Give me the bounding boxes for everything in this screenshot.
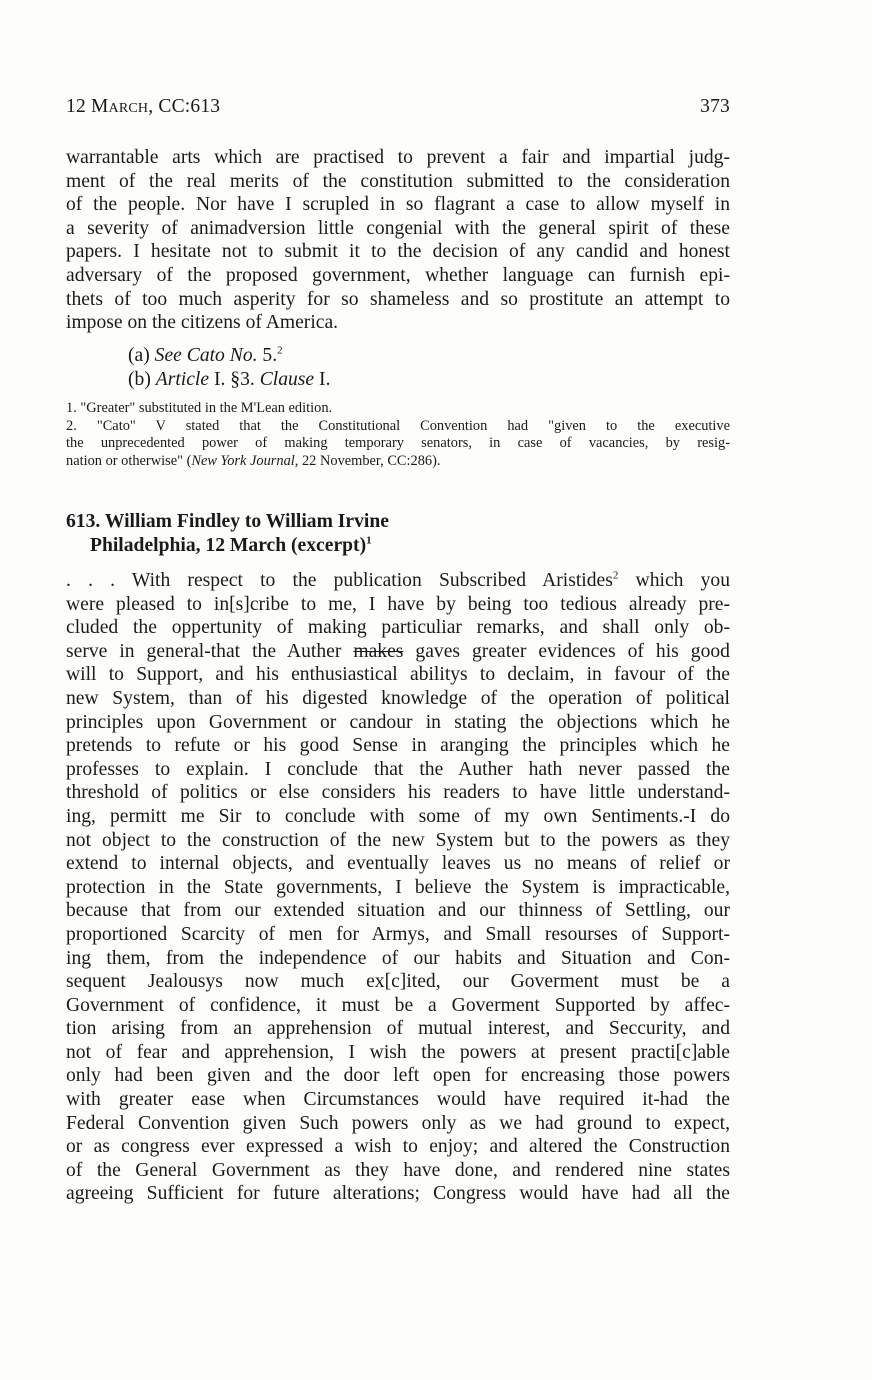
footnote-italic: New York Journal,: [191, 452, 299, 469]
heading-subtitle: [66, 534, 389, 558]
footnote-text: nation or otherwise" (: [66, 452, 192, 469]
text-line: not object to the construction of the new System but to the powers as they: [66, 829, 730, 851]
text-line: because that from our extended situation and our thinness of Settling, our: [66, 900, 730, 922]
continuation-paragraph: [66, 146, 730, 335]
text-line: impose on the citizens of America.: [66, 312, 339, 334]
text-line: threshold of politics or else considers his readers to have little understand-: [66, 782, 730, 804]
text-line: with greater ease when Circumstances would have required it-had the: [66, 1089, 730, 1111]
author-note-b: [128, 368, 330, 392]
note-text: I. §3.: [209, 369, 260, 390]
note-sup: 2: [277, 344, 283, 357]
note-label: (b): [128, 369, 156, 390]
text-line: or as congress ever expressed a wish to enjoy; and altered the Construction: [66, 1136, 730, 1158]
note-italic: See Cato No.: [154, 345, 258, 366]
heading-title: 613. William Findley to William Irvine: [66, 511, 389, 532]
note-italic: Clause: [259, 369, 315, 390]
text-line: ment of the real merits of the constitution submitted to the consideration: [66, 170, 730, 192]
text-line: professes to explain. I conclude that the Auther hath never passed the: [66, 758, 730, 780]
text-line: tion arising from an apprehension of mutual interest, and Seccurity, and: [66, 1018, 730, 1040]
text-line: Federal Convention given Such powers only as we had ground to expect,: [66, 1112, 730, 1134]
text-line: principles upon Government or candour in stating the objections which he: [66, 711, 730, 733]
footnote-text: 22 November, CC:286).: [298, 452, 441, 469]
author-notes: [128, 344, 330, 392]
text-line: ing, permitt me Sir to conclude with some of my own Sentiments.-I do: [66, 805, 730, 827]
heading-footnote-ref: 1: [366, 534, 372, 547]
footnote-1: 1. "Greater" substituted in the M'Lean edition.: [66, 400, 333, 416]
footnote-ref: 2: [612, 569, 619, 582]
text-line: of the people. Nor have I scrupled in so flagrant a case to allow myself in: [66, 194, 730, 216]
page-number: 373: [700, 96, 730, 117]
running-head-title: 12 March, CC:613: [66, 96, 221, 117]
struck-word: makes: [353, 640, 404, 662]
text-line: thets of too much asperity for so shameless and so prostitute an attempt to: [66, 288, 730, 310]
text-line: protection in the State governments, I believe the System is impracticable,: [66, 876, 730, 898]
text-line: warrantable arts which are practised to prevent a fair and impartial judg-: [66, 147, 730, 168]
text-line: pretends to refute or his good Sense in aranging the principles which he: [66, 735, 730, 757]
text-line: sequent Jealousys now much ex[c]ited, our Goverment must be a: [66, 971, 730, 993]
text-line: [66, 569, 730, 593]
note-text: 5.: [257, 345, 278, 366]
text-line: a severity of animadversion little congenial with the general spirit of these: [66, 217, 730, 239]
text-line: ing them, from the independence of our habits and Situation and Con-: [66, 947, 730, 969]
text-line: only had been given and the door left open for encreasing those powers: [66, 1065, 730, 1087]
note-text: I.: [314, 369, 331, 390]
text-line: agreeing Sufficient for future alterations; Congress would have had all the: [66, 1183, 730, 1205]
text-line: papers. I hesitate not to submit it to the decision of any candid and honest: [66, 241, 730, 263]
text-line: not of fear and apprehension, I wish the powers at present practi[c]able: [66, 1041, 730, 1063]
text-run: gaves greater evidences of his good: [403, 640, 730, 662]
footnote-2-line: 2. "Cato" V stated that the Constitutional Convention had "given to the executive: [66, 417, 730, 434]
footnote-2-line: the unprecedented power of making temporary senators, in case of vacancies, by resig-: [66, 435, 730, 452]
heading-place-date: Philadelphia, 12 March (excerpt): [90, 535, 367, 556]
text-line: of the General Government as they have done, and rendered nine states: [66, 1159, 730, 1181]
text-line: Government of confidence, it must be a Goverment Supported by affec-: [66, 994, 730, 1016]
text-line: cluded the oppertunity of making particuliar remarks, and shall only ob-: [66, 617, 730, 639]
text-run: which you: [618, 570, 731, 591]
text-line: were pleased to in[s]cribe to me, I have by being too tedious already pre-: [66, 593, 730, 615]
text-run: serve in general-that the Auther: [66, 640, 354, 662]
text-line: extend to internal objects, and eventually leaves us no means of relief or: [66, 853, 730, 875]
note-italic: Article: [155, 369, 210, 390]
text-line: [66, 640, 730, 664]
document-heading: [66, 510, 389, 558]
text-line: will to Support, and his enthusiastical abilitys to declaim, in favour of the: [66, 664, 730, 686]
author-note-a: [128, 344, 330, 368]
footnotes: [66, 400, 730, 470]
text-run: . . . With respect to the publication Subscribed Aristides: [66, 570, 613, 591]
text-line: new System, than of his digested knowledge of the operation of political: [66, 687, 730, 709]
note-label: (a): [128, 345, 155, 366]
text-line: proportioned Scarcity of men for Armys, and Small resourses of Support-: [66, 923, 730, 945]
text-line: adversary of the proposed government, whether language can furnish epi-: [66, 264, 730, 286]
footnote-2-line: [66, 453, 730, 471]
letter-paragraph: [66, 569, 730, 1206]
